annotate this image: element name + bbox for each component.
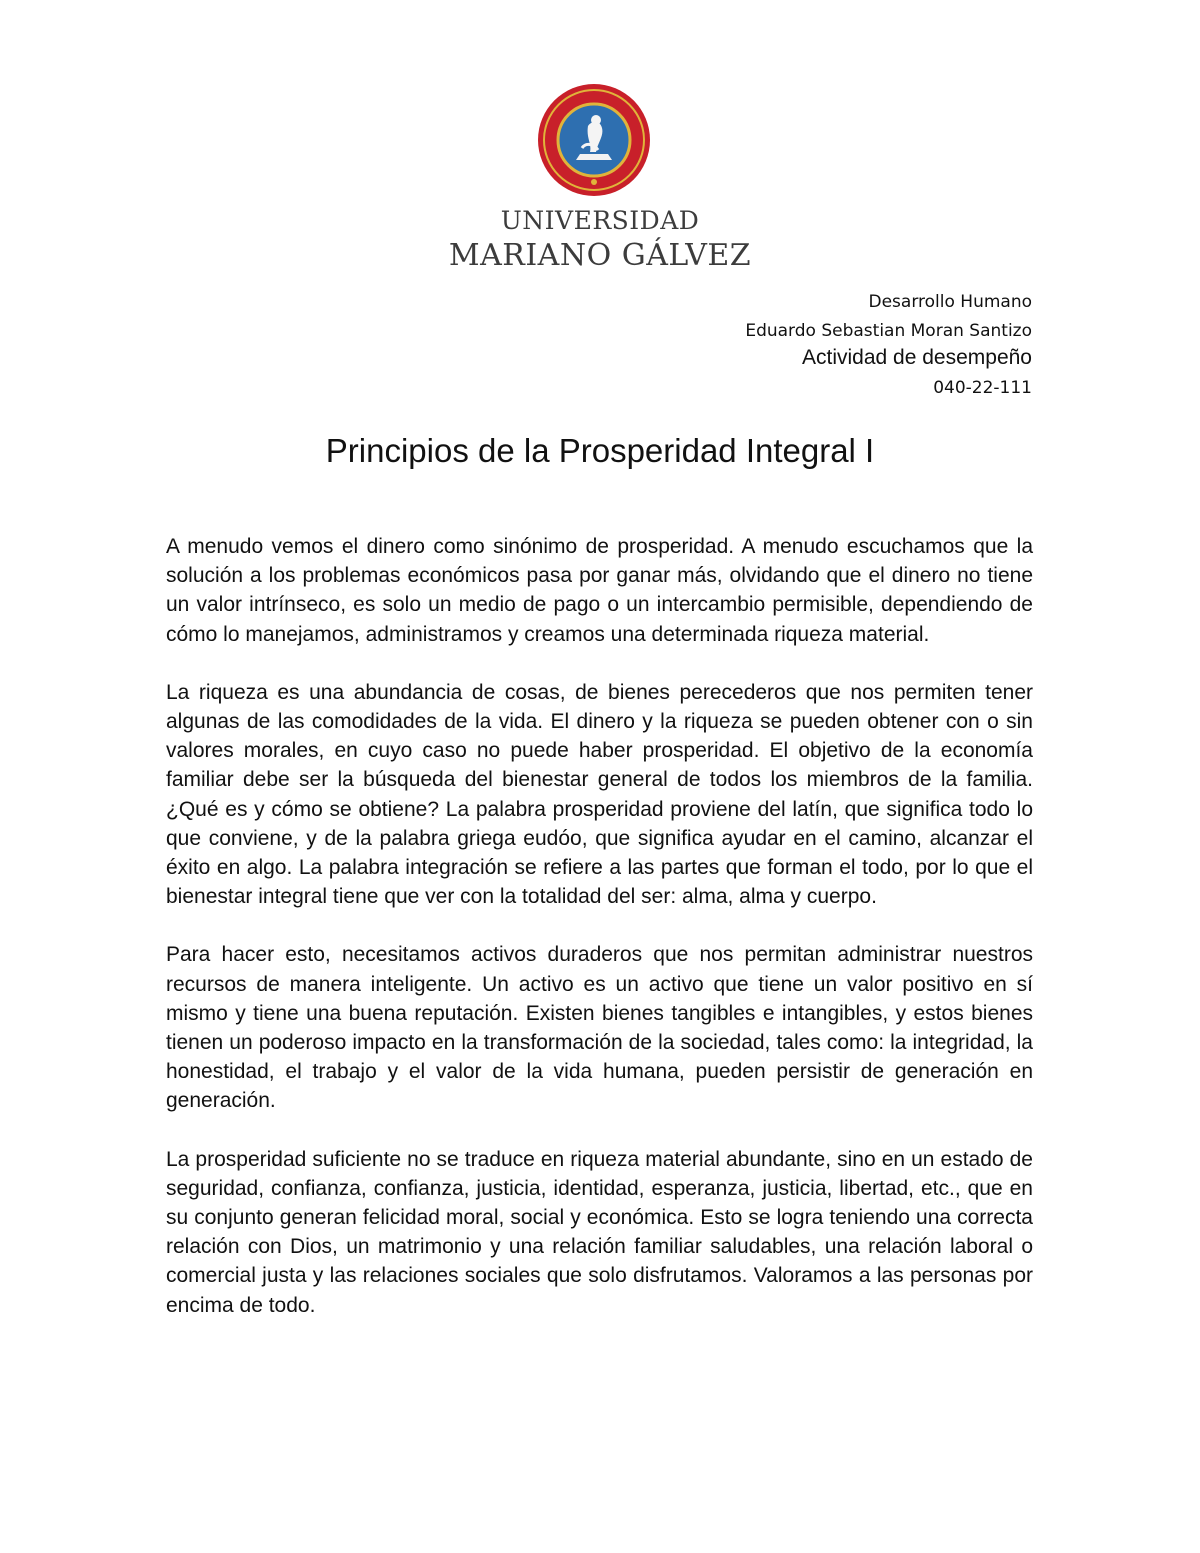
- paragraph: Para hacer esto, necesitamos activos duraderos que nos permitan administrar nuestros recursos de manera inteligente. Un activo es un activo que tiene un valor positivo en sí mismo y tiene una buena reputación. Existen bienes tangibles e intangibles, y estos bienes tienen un poderoso impacto en la transformación de la sociedad, tales como: la integridad, la honestidad, el trabajo y el valor de la vida humana, pueden persistir de generación en generación.: [166, 943, 1033, 1113]
- activity-label: Actividad de desempeño: [802, 346, 1032, 369]
- university-seal-icon: [536, 82, 652, 198]
- wordmark-mariano-galvez: MARIANO GÁLVEZ: [448, 238, 752, 273]
- document-title: Principios de la Prosperidad Integral I: [325, 432, 875, 469]
- paragraph: La riqueza es una abundancia de cosas, de bienes perecederos que nos permiten tener algunas de las comodidades de la vida. El dinero y la riqueza se pueden obtener con o sin valores morales, en cuyo caso no puede haber prosperidad. El objetivo de la economía familiar debe ser la búsqueda del bienestar general de todos los miembros de la familia. ¿Qué es y cómo se obtiene? La palabra prosperidad proviene del latín, que significa todo lo que conviene, y de la palabra griega eudóo, que significa ayudar en el camino, alcanzar el éxito en algo. La palabra integración se refiere a las partes que forman el todo, por lo que el bienestar integral tiene que ver con la totalidad del ser: alma, alma y cuerpo.: [166, 680, 1033, 909]
- wordmark-universidad: UNIVERSIDAD: [500, 206, 700, 235]
- document-body: [166, 532, 1033, 1349]
- student-id: 040-22-111: [933, 378, 1032, 398]
- university-logo: [0, 82, 1200, 282]
- course-name: Desarrollo Humano: [868, 292, 1032, 312]
- author-name: Eduardo Sebastian Moran Santizo: [745, 321, 1032, 341]
- paragraph: A menudo vemos el dinero como sinónimo de prosperidad. A menudo escuchamos que la solución a los problemas económicos pasa por ganar más, olvidando que el dinero no tiene un valor intrínseco, es solo un medio de pago o un intercambio permisible, dependiendo de cómo lo manejamos, administramos y creamos una determinada riqueza material.: [166, 535, 1033, 646]
- paragraph: La prosperidad suficiente no se traduce en riqueza material abundante, sino en un estado de seguridad, confianza, confianza, justicia, identidad, esperanza, justicia, libertad, etc., que en su conjunto generan felicidad moral, social y económica. Esto se logra teniendo una correcta relación con Dios, un matrimonio y una relación familiar saludables, una relación laboral o comercial justa y las relaciones sociales que solo disfrutamos. Valoramos a las personas por encima de todo.: [166, 1147, 1033, 1317]
